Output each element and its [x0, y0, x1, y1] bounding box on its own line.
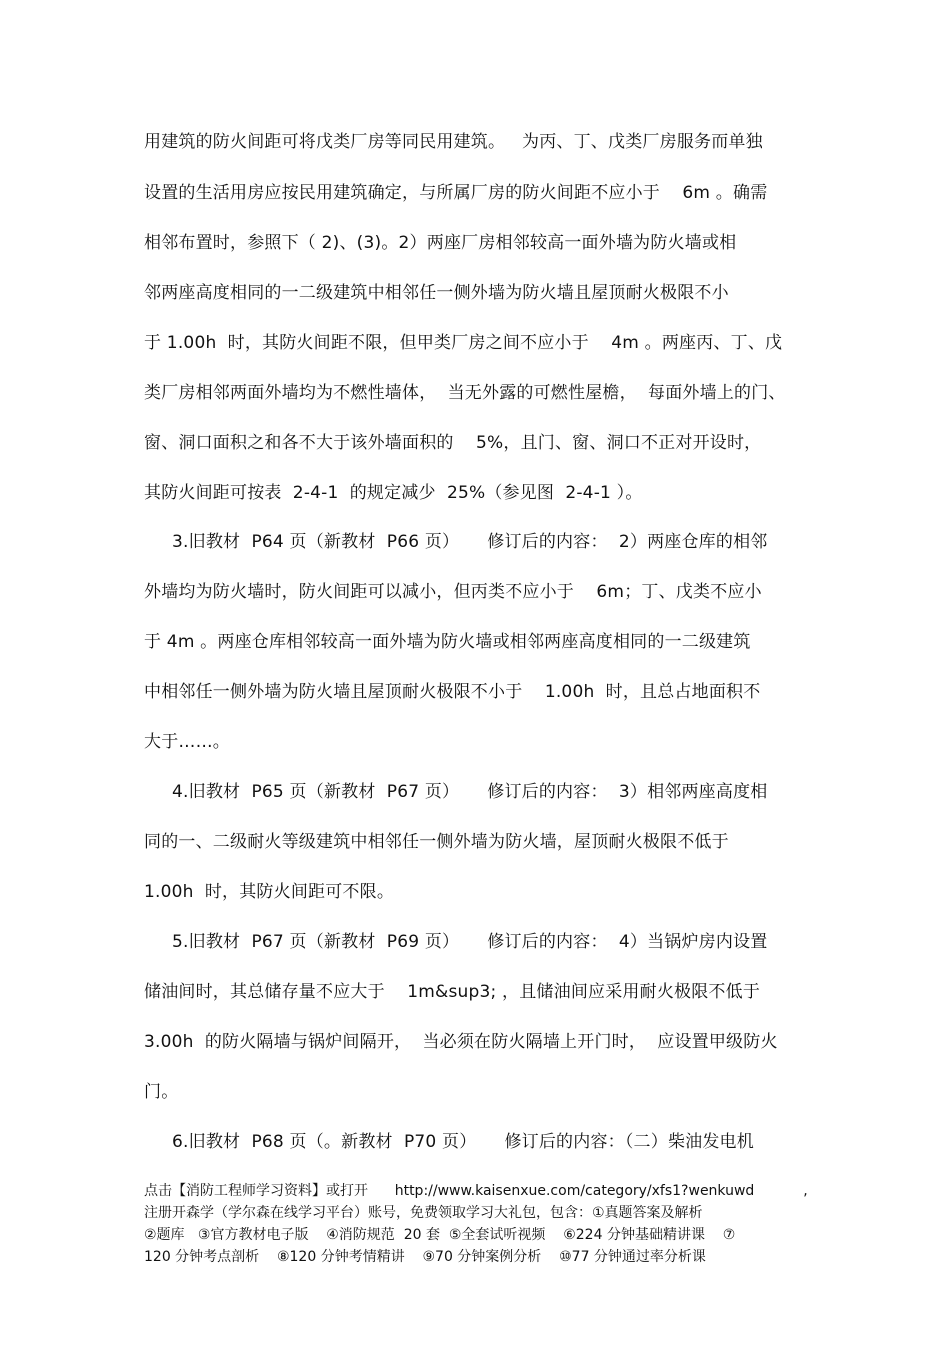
- body-line: 门。: [144, 1082, 179, 1102]
- footer-line: 120 分钟考点剖析 ⑧120 分钟考情精讲 ⑨70 分钟案例分析 ⑩77 分钟通过率分析课: [144, 1249, 706, 1265]
- body-line: 3.旧教材 P64 页（新教材 P66 页） 修订后的内容： 2）两座仓库的相邻: [144, 532, 768, 552]
- body-line: 设置的生活用房应按民用建筑确定，与所属厂房的防火间距不应小于 6m 。确需: [144, 183, 768, 203]
- body-line: 邻两座高度相同的一二级建筑中相邻任一侧外墙为防火墙且屋顶耐火极限不小: [144, 283, 729, 303]
- footer-link-line[interactable]: 点击【消防工程师学习资料】或打开 http://www.kaisenxue.com/category/xfs1?wenkuwd ,: [144, 1183, 808, 1199]
- body-line: 6.旧教材 P68 页（。新教材 P70 页） 修订后的内容：（二）柴油发电机: [144, 1132, 754, 1152]
- body-line: 窗、洞口面积之和各不大于该外墙面积的 5%，且门、窗、洞口不正对开设时，: [144, 433, 762, 453]
- body-line: 中相邻任一侧外墙为防火墙且屋顶耐火极限不小于 1.00h 时，且总占地面积不: [144, 682, 761, 702]
- footer-line: 注册开森学（学尔森在线学习平台）账号，免费领取学习大礼包，包含：①真题答案及解析: [144, 1205, 703, 1221]
- body-line: 5.旧教材 P67 页（新教材 P69 页） 修订后的内容： 4）当锅炉房内设置: [144, 932, 768, 952]
- body-line: 于 4m 。两座仓库相邻较高一面外墙为防火墙或相邻两座高度相同的一二级建筑: [144, 632, 751, 652]
- body-line: 1.00h 时，其防火间距可不限。: [144, 882, 395, 902]
- body-line: 类厂房相邻两面外墙均为不燃性墙体， 当无外露的可燃性屋檐， 每面外墙上的门、: [144, 383, 786, 403]
- body-line: 用建筑的防火间距可将戊类厂房等同民用建筑。 为丙、丁、戊类厂房服务而单独: [144, 132, 763, 152]
- body-line: 储油间时，其总储存量不应大于 1m&sup3; ，且储油间应采用耐火极限不低于: [144, 982, 761, 1002]
- body-line: 于 1.00h 时，其防火间距不限，但甲类厂房之间不应小于 4m 。两座丙、丁、戊: [144, 333, 783, 353]
- body-line: 同的一、二级耐火等级建筑中相邻任一侧外墙为防火墙，屋顶耐火极限不低于: [144, 832, 729, 852]
- footer-line: ②题库 ③官方教材电子版 ④消防规范 20 套 ⑤全套试听视频 ⑥224 分钟基础精讲课 ⑦: [144, 1227, 736, 1243]
- body-line: 外墙均为防火墙时，防火间距可以减小，但丙类不应小于 6m；丁、戊类不应小: [144, 582, 762, 602]
- body-line: 相邻布置时，参照下（ 2)、(3)。2）两座厂房相邻较高一面外墙为防火墙或相: [144, 233, 737, 253]
- body-line: 4.旧教材 P65 页（新教材 P67 页） 修订后的内容： 3）相邻两座高度相: [144, 782, 768, 802]
- body-line: 大于……。: [144, 732, 230, 752]
- body-line: 其防火间距可按表 2-4-1 的规定减少 25%（参见图 2-4-1 ）。: [144, 483, 643, 503]
- body-line: 3.00h 的防火隔墙与锅炉间隔开， 当必须在防火隔墙上开门时， 应设置甲级防火: [144, 1032, 778, 1052]
